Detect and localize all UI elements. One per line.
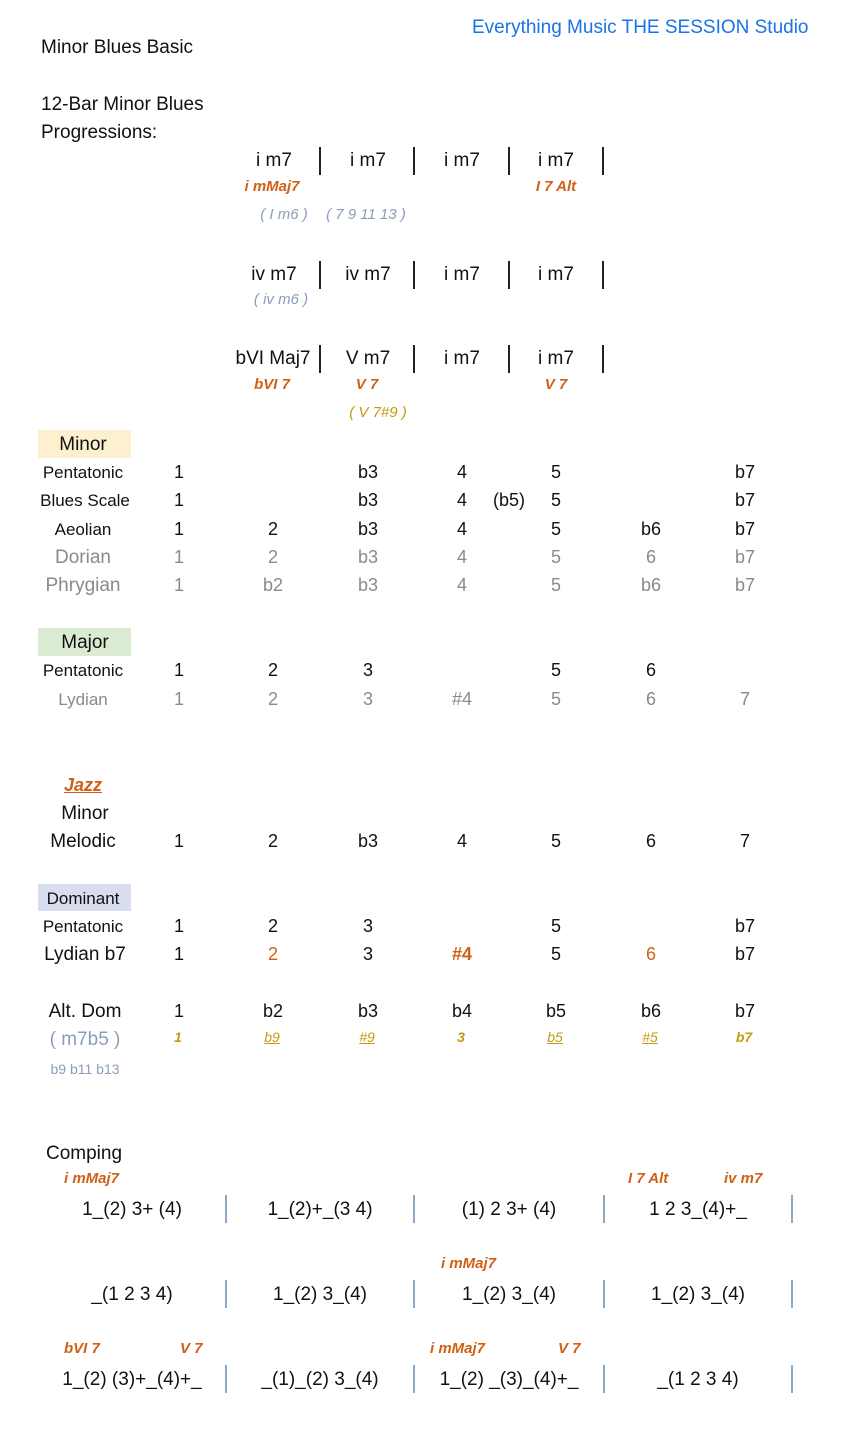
scale-degree: 1 xyxy=(173,660,185,680)
scale-degree: b3 xyxy=(357,490,379,510)
scale-degree: 1 xyxy=(173,490,185,510)
scale-degree: b2 xyxy=(262,575,284,595)
chord: i m7 xyxy=(350,150,386,171)
bar-line xyxy=(413,1280,415,1308)
scale-degree: b3 xyxy=(357,462,379,482)
bar-line xyxy=(413,345,415,373)
scale-degree: 5 xyxy=(550,660,562,680)
comping-chord-label: V 7 xyxy=(558,1340,581,1357)
interval: b7 xyxy=(735,1029,753,1045)
comping-rhythm: 1_(2) (3)+_(4)+_ xyxy=(62,1369,202,1390)
scale-degree: b6 xyxy=(640,1001,662,1021)
scale-degree: b7 xyxy=(734,944,756,964)
scale-degree: b7 xyxy=(734,575,756,595)
chord: i m7 xyxy=(444,348,480,369)
scale-degree: 3 xyxy=(362,660,374,680)
chord-variation: ( iv m6 ) xyxy=(253,291,309,308)
scale-degree: 1 xyxy=(173,575,185,595)
bar-line xyxy=(225,1195,227,1223)
scale-degree: b7 xyxy=(734,462,756,482)
scale-degree: #4 xyxy=(451,944,473,964)
scale-degree: 6 xyxy=(645,660,657,680)
scale-degree: 5 xyxy=(550,831,562,851)
scale-degree: b3 xyxy=(357,547,379,567)
scale-degree: 5 xyxy=(550,575,562,595)
scale-degree: 1 xyxy=(173,519,185,539)
chord: V m7 xyxy=(345,348,391,369)
scale-degree: 4 xyxy=(456,519,468,539)
scale-degree: 3 xyxy=(362,944,374,964)
scale-degree: 2 xyxy=(267,547,279,567)
chord-substitution: i mMaj7 xyxy=(244,178,300,195)
interval: #5 xyxy=(642,1029,658,1045)
scale-degree: 5 xyxy=(550,462,562,482)
chord: i m7 xyxy=(538,348,574,369)
minor-header: Minor xyxy=(59,434,107,455)
comping-rhythm: 1_(2) _(3)_(4)+_ xyxy=(439,1369,579,1390)
comping-rhythm: 1_(2) 3_(4) xyxy=(462,1284,556,1305)
scale-name: Blues Scale xyxy=(40,491,130,510)
chord: i m7 xyxy=(256,150,292,171)
scale-degree: b6 xyxy=(640,519,662,539)
interval: b9 xyxy=(264,1029,280,1045)
scale-degree: 4 xyxy=(456,462,468,482)
scale-degree: 5 xyxy=(550,490,562,510)
scale-degree: 2 xyxy=(267,519,279,539)
scale-name: ( m7b5 ) xyxy=(49,1029,121,1050)
scale-degree: 7 xyxy=(739,689,751,709)
chord: iv m7 xyxy=(345,264,391,285)
scale-degree: b3 xyxy=(357,519,379,539)
scale-degree: 6 xyxy=(645,689,657,709)
scale-degree: 4 xyxy=(456,490,468,510)
scale-degree: 4 xyxy=(456,575,468,595)
scale-degree: 1 xyxy=(173,944,185,964)
comping-rhythm: 1_(2)+_(3 4) xyxy=(267,1199,373,1220)
tensions-label: b9 b11 b13 xyxy=(50,1061,120,1077)
scale-name: Pentatonic xyxy=(42,661,124,680)
scale-degree: 2 xyxy=(267,689,279,709)
bar-line xyxy=(225,1365,227,1393)
scale-degree: b3 xyxy=(357,575,379,595)
interval: 3 xyxy=(457,1029,465,1045)
scale-degree: 6 xyxy=(645,547,657,567)
page-title: Minor Blues Basic xyxy=(41,37,194,58)
chord-variation: ( I m6 ) xyxy=(260,206,308,223)
scale-degree: 6 xyxy=(645,944,657,964)
comping-rhythm: 1 2 3_(4)+_ xyxy=(649,1199,747,1220)
scale-degree: 5 xyxy=(550,689,562,709)
comping-rhythm: _(1)_(2) 3_(4) xyxy=(261,1369,379,1390)
comping-rhythm: _(1 2 3 4) xyxy=(91,1284,173,1305)
chord: iv m7 xyxy=(251,264,297,285)
scale-degree: 1 xyxy=(173,547,185,567)
scale-degree: b6 xyxy=(640,575,662,595)
brand-title: Everything Music THE SESSION Studio xyxy=(472,17,809,38)
scale-degree: 3 xyxy=(362,689,374,709)
bar-line xyxy=(319,345,321,373)
scale-name: Melodic xyxy=(50,831,116,852)
scale-degree: 2 xyxy=(267,660,279,680)
scale-degree: b7 xyxy=(734,1001,756,1021)
scale-name: Dorian xyxy=(55,547,111,568)
bar-line xyxy=(319,261,321,289)
dominant-header: Dominant xyxy=(46,889,120,908)
scale-degree: b3 xyxy=(357,831,379,851)
comping-rhythm: 1_(2) 3_(4) xyxy=(651,1284,745,1305)
scale-degree: b7 xyxy=(734,519,756,539)
scale-name: Pentatonic xyxy=(42,917,124,936)
scale-degree: 5 xyxy=(550,944,562,964)
chord-substitution: I 7 Alt xyxy=(535,178,577,195)
scale-degree: 3 xyxy=(362,916,374,936)
comping-chord-label: bVI 7 xyxy=(64,1340,100,1357)
scale-degree: 4 xyxy=(456,831,468,851)
chord: i m7 xyxy=(538,264,574,285)
scale-name: Phrygian xyxy=(45,575,121,596)
interval: 1 xyxy=(174,1029,182,1045)
scale-degree: 1 xyxy=(173,462,185,482)
bar-line xyxy=(413,147,415,175)
scale-degree: b2 xyxy=(262,1001,284,1021)
bar-line xyxy=(602,261,604,289)
comping-rhythm: _(1 2 3 4) xyxy=(657,1369,739,1390)
comping-rhythm: 1_(2) 3+ (4) xyxy=(82,1199,182,1220)
comping-chord-label: i mMaj7 xyxy=(430,1340,486,1357)
comping-chord-label: i mMaj7 xyxy=(441,1255,497,1272)
scale-degree: 7 xyxy=(739,831,751,851)
chord-substitution: V 7 xyxy=(544,376,568,393)
jazz-label: Jazz xyxy=(63,775,103,795)
scale-degree: 2 xyxy=(267,916,279,936)
bar-line xyxy=(603,1365,605,1393)
scale-degree: b3 xyxy=(357,1001,379,1021)
scale-degree: #4 xyxy=(451,689,473,709)
bar-line xyxy=(602,345,604,373)
bar-line xyxy=(508,261,510,289)
comping-chord-label: V 7 xyxy=(180,1340,203,1357)
scale-degree: 4 xyxy=(456,547,468,567)
chord: i m7 xyxy=(444,150,480,171)
scale-degree: 2 xyxy=(267,944,279,964)
bar-line xyxy=(791,1195,793,1223)
scale-degree: 5 xyxy=(550,916,562,936)
chord-substitution: V 7 xyxy=(355,376,379,393)
bar-line xyxy=(508,345,510,373)
chord-variation: ( 7 9 11 13 ) xyxy=(326,206,406,223)
comping-chord-label: I 7 Alt xyxy=(628,1170,669,1187)
bar-line xyxy=(413,1195,415,1223)
scale-degree: b4 xyxy=(451,1001,473,1021)
scale-degree: 1 xyxy=(173,1001,185,1021)
chord: i m7 xyxy=(538,150,574,171)
scale-degree: 1 xyxy=(173,916,185,936)
comping-chord-label: iv m7 xyxy=(724,1170,763,1187)
scale-name: Pentatonic xyxy=(42,463,124,482)
blue-note: (b5) xyxy=(492,490,526,510)
comping-rhythm: 1_(2) 3_(4) xyxy=(273,1284,367,1305)
scale-name: Lydian b7 xyxy=(44,944,126,965)
chord-substitution: bVI 7 xyxy=(254,376,290,393)
scale-degree: b7 xyxy=(734,916,756,936)
scale-degree: b7 xyxy=(734,490,756,510)
scale-degree: 1 xyxy=(173,831,185,851)
scale-degree: 1 xyxy=(173,689,185,709)
chord: i m7 xyxy=(444,264,480,285)
scale-degree: b7 xyxy=(734,547,756,567)
bar-line xyxy=(603,1195,605,1223)
bar-line xyxy=(602,147,604,175)
scale-name: Lydian xyxy=(58,690,108,709)
bar-line xyxy=(225,1280,227,1308)
bar-line xyxy=(791,1365,793,1393)
scale-degree: 2 xyxy=(267,831,279,851)
scale-name: Alt. Dom xyxy=(48,1001,122,1022)
scale-degree: 5 xyxy=(550,547,562,567)
section-subtitle-line2: Progressions: xyxy=(41,122,158,143)
bar-line xyxy=(603,1280,605,1308)
major-header: Major xyxy=(61,632,109,653)
jazz-minor-line1: Minor xyxy=(61,803,109,824)
scale-degree: 6 xyxy=(645,831,657,851)
chord: bVI Maj7 xyxy=(235,348,311,369)
bar-line xyxy=(791,1280,793,1308)
bar-line xyxy=(508,147,510,175)
chord-variation: ( V 7#9 ) xyxy=(349,404,407,421)
interval: b5 xyxy=(547,1029,563,1045)
interval: #9 xyxy=(359,1029,375,1045)
scale-degree: b5 xyxy=(545,1001,567,1021)
comping-rhythm: (1) 2 3+ (4) xyxy=(461,1199,557,1220)
scale-name: Aeolian xyxy=(54,520,112,539)
scale-degree: 5 xyxy=(550,519,562,539)
section-subtitle-line1: 12-Bar Minor Blues xyxy=(41,94,204,115)
bar-line xyxy=(413,261,415,289)
bar-line xyxy=(319,147,321,175)
comping-title: Comping xyxy=(46,1143,123,1164)
bar-line xyxy=(413,1365,415,1393)
comping-chord-label: i mMaj7 xyxy=(64,1170,120,1187)
